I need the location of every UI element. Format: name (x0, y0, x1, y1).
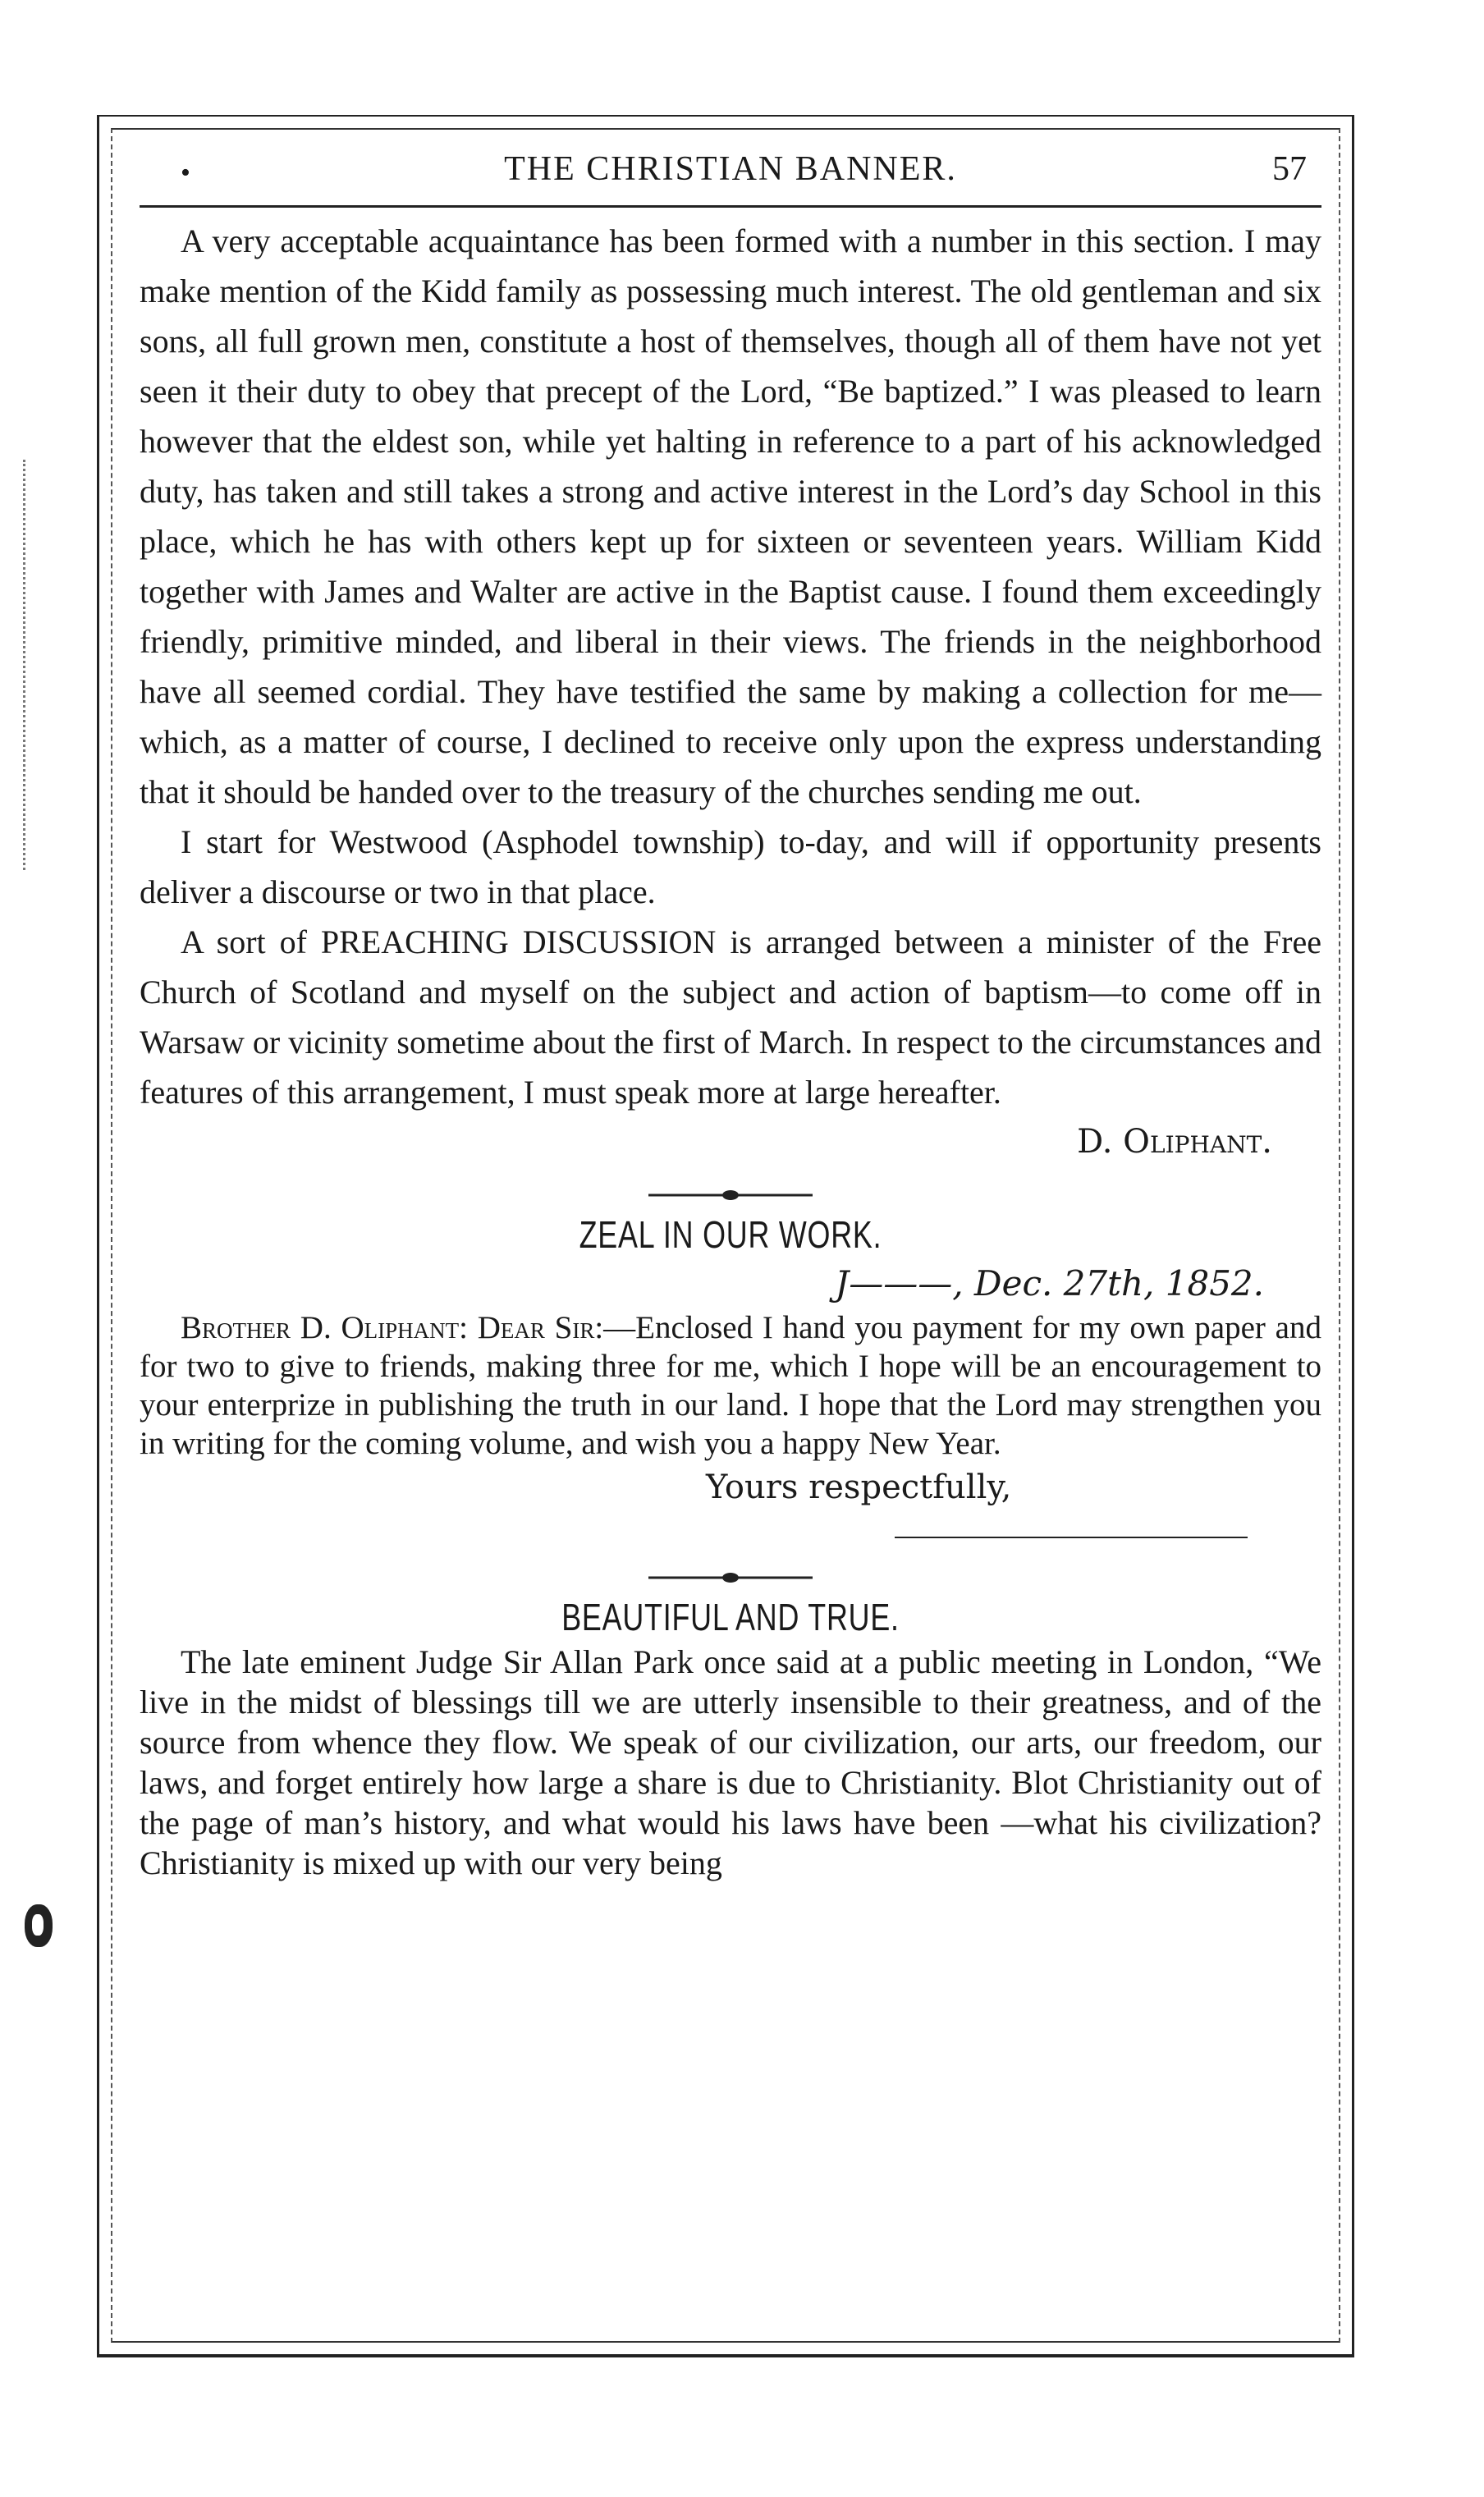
running-head (140, 138, 1321, 208)
paragraph: A very acceptable acquaintance has been formed with a number in this section. I may make mention of the Kidd family as possessing much interest. The old gentleman and six sons, all full grown men, constitute a host of themselves, though all of them have not yet seen it their duty to obey that precept of the Lord, “Be baptized.” I was pleased to learn however that the eldest son, while yet halting in reference to a part of his acknowledged duty, has taken and still takes a strong and active interest in the Lord’s day School in this place, which he has with others kept up for sixteen or seventeen years. William Kidd together with James and Walter are active in the Baptist cause. I found them exceedingly friendly, primitive minded, and liberal in their views. The friends in the neighborhood have all seemed cordial. They have testified the same by making a collection for me—which, as a matter of course, I declined to receive only upon the express understanding that it should be handed over to the treasury of the churches sending me out. (140, 222, 1321, 810)
letter-closing: Yours respectfully, (706, 1468, 1012, 1506)
page-content (140, 138, 1321, 1883)
margin-ink-blot (25, 1904, 53, 1947)
section-divider (648, 1189, 813, 1202)
zeal-letter (140, 1308, 1321, 1463)
beautiful-article (140, 1642, 1321, 1883)
letter-body: :—Enclosed I hand you payment for my own paper and for two to give to friends, making three for me, which I hope will be an encouragement to your enterprize in publishing the truth in our land. I hope that the Lord may strengthen you in writing for the coming volume, and wish you a happy New Year. (140, 1310, 1321, 1461)
running-head-title: THE CHRISTIAN BANNER. (504, 150, 957, 188)
paragraph: A sort of PREACHING DISCUSSION is arranged between a minister of the Free Church of Scotland and myself on the subject and action of baptism—to come off in Warsaw or vicinity sometime about the first of March. In respect to the circumstances and features of this arrangement, I must speak more at large hereafter. (140, 923, 1321, 1111)
letter-continued (140, 216, 1321, 1117)
heading-zeal-in-our-work: ZEAL IN OUR WORK. (579, 1213, 882, 1256)
heading-beautiful-and-true: BEAUTIFUL AND TRUE. (561, 1596, 900, 1638)
section-divider (648, 1571, 813, 1584)
paragraph: I start for Westwood (Asphodel township) to-day, and will if opportunity presents deliver a discourse or two in that place. (140, 823, 1321, 910)
paragraph: The late eminent Judge Sir Allan Park once said at a public meeting in London, “We live in the midst of blessings till we are utterly insensible to their greatness, and of the source from whence they flow. We speak of our civilization, our arts, our freedom, our laws, and forget entirely how large a share is due to Christianity. Blot Christianity out of the page of man’s history, and what would his laws have been —what his civilization? Christianity is mixed up with our very being (140, 1643, 1321, 1881)
running-head-dot: • (181, 158, 190, 188)
letter-paragraph (140, 1308, 1321, 1463)
signature-line (895, 1512, 1248, 1538)
margin-specks (23, 460, 34, 870)
page-number: 57 (1272, 150, 1307, 188)
letter-dateline: J———, Dec. 27th, 1852. (835, 1263, 1264, 1303)
signature-oliphant: D. Oliphant. (1077, 1123, 1272, 1161)
letter-salutation: Brother D. Oliphant: Dear Sir (181, 1310, 595, 1345)
